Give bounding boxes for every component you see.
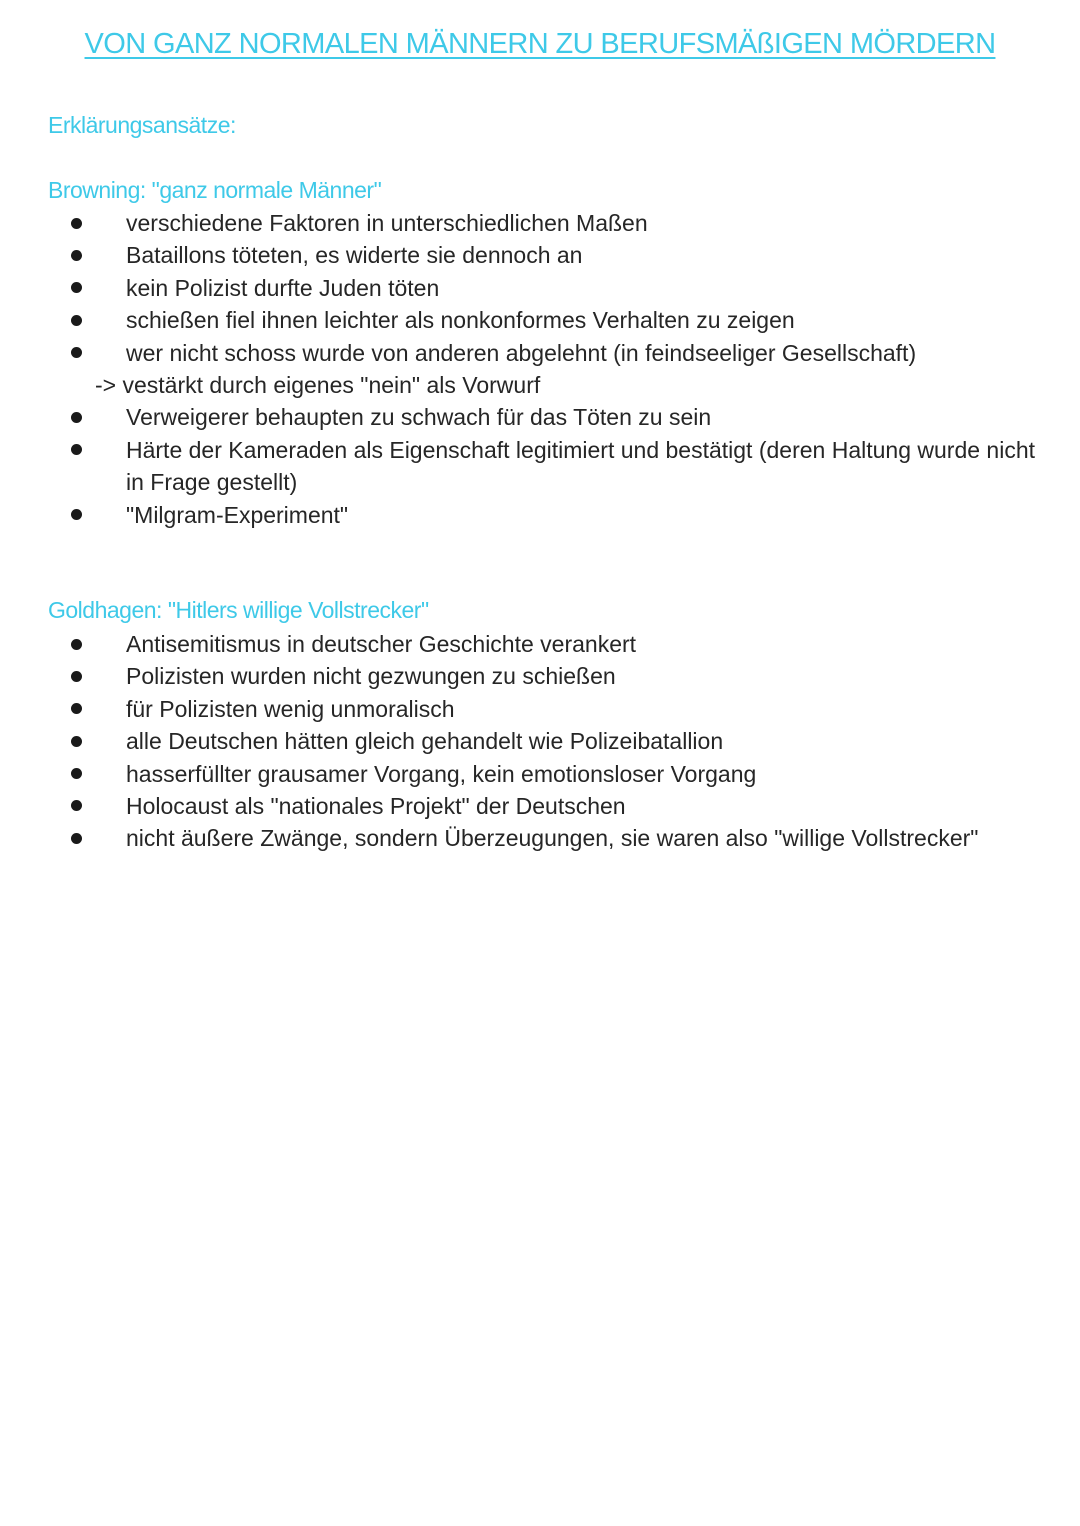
list-item-text: Bataillons töteten, es widerte sie dennoch an — [126, 242, 583, 269]
list-item-text: Antisemitismus in deutscher Geschichte verankert — [126, 631, 637, 657]
bullet-icon — [71, 639, 82, 650]
bullet-icon — [71, 703, 82, 714]
section-heading-explanations: Erklärungsansätze: — [48, 112, 236, 138]
bullet-icon — [71, 315, 82, 326]
list-item — [0, 790, 1026, 822]
bullet-icon — [71, 671, 82, 682]
list-item-text: alle Deutschen hätten gleich gehandelt wie Polizeibatallion — [126, 728, 724, 755]
list-item-text: Verweigerer behaupten zu schwach für das Töten zu sein — [126, 404, 712, 431]
list-item — [0, 272, 1026, 304]
list-item-text: hasserfüllter grausamer Vorgang, kein emotionsloser Vorgang — [126, 760, 757, 787]
bullet-icon — [71, 250, 82, 261]
list-item — [0, 337, 1026, 369]
goldhagen-list — [0, 628, 1026, 855]
list-item — [0, 758, 1026, 790]
bullet-icon — [71, 347, 82, 358]
bullet-icon — [71, 736, 82, 747]
list-item-text: Holocaust als "nationales Projekt" der Deutschen — [126, 792, 626, 819]
list-item-text: für Polizisten wenig unmoralisch — [126, 695, 455, 722]
section-heading-goldhagen: Goldhagen: "Hitlers willige Vollstrecker" — [48, 597, 429, 623]
bullet-icon — [71, 833, 82, 844]
list-item — [0, 693, 1026, 725]
list-note — [0, 369, 995, 401]
list-item-text: schießen fiel ihnen leichter als nonkonformes Verhalten zu zeigen — [126, 307, 795, 334]
bullet-icon — [71, 768, 82, 779]
list-item — [0, 434, 1036, 499]
list-item — [0, 725, 1026, 757]
list-item-text: verschiedene Faktoren in unterschiedlichen Maßen — [126, 210, 648, 236]
section-heading-browning: Browning: "ganz normale Männer" — [48, 177, 382, 203]
list-item-text: Härte der Kameraden als Eigenschaft legitimiert und bestätigt (deren Haltung wurde nicht in Frage gestellt) — [126, 436, 1035, 496]
list-item-text: nicht äußere Zwänge, sondern Überzeugungen, sie waren also "willige Vollstrecker" — [126, 825, 979, 852]
list-item-text: Polizisten wurden nicht gezwungen zu schießen — [126, 663, 616, 690]
list-item — [0, 628, 1026, 660]
list-item — [0, 207, 1026, 239]
bullet-icon — [71, 412, 82, 423]
bullet-icon — [71, 509, 82, 520]
browning-list — [0, 207, 1036, 531]
bullet-icon — [71, 282, 82, 293]
list-item-text: "Milgram-Experiment" — [126, 501, 349, 528]
list-item — [0, 499, 1026, 531]
list-item — [0, 401, 1026, 433]
bullet-icon — [71, 218, 82, 229]
page-title: VON GANZ NORMALEN MÄNNERN ZU BERUFSMÄßIGEN MÖRDERN — [84, 28, 996, 60]
list-item-text: wer nicht schoss wurde von anderen abgelehnt (in feindseeliger Gesellschaft) — [126, 339, 917, 366]
list-item — [0, 822, 1026, 854]
list-item — [0, 660, 1026, 692]
list-item — [0, 239, 1026, 271]
list-note-text: -> vestärkt durch eigenes "nein" als Vorwurf — [95, 371, 541, 398]
bullet-icon — [71, 444, 82, 455]
list-item-text: kein Polizist durfte Juden töten — [126, 274, 440, 301]
list-item — [0, 304, 1026, 336]
bullet-icon — [71, 800, 82, 811]
